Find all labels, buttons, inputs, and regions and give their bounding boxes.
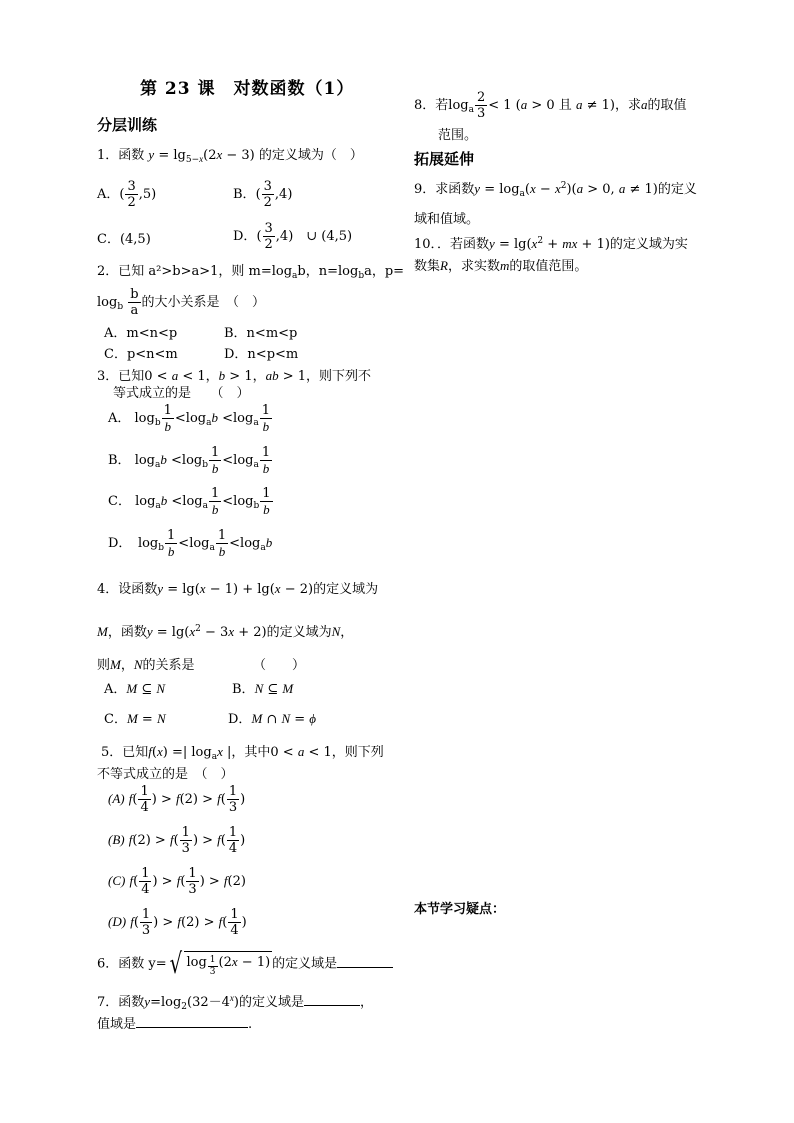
question-2-option-a: A．m<n<p — [104, 326, 178, 341]
question-5-option-b: (B) f(2) > f( $\frac{1}{3}$ ) > f( $\frac{1}{4}$ ) — [108, 825, 246, 856]
question-1-option-b: B．( $\frac{3}{2}$ ,4) — [233, 179, 293, 210]
section-heading-doubts: 本节学习疑点： — [414, 902, 506, 917]
question-10-stem-line-1: 10．．若函数$y = \lg(x^2$ + mx + 1)的定义域为实 — [414, 236, 688, 252]
question-5-option-c: (C) f( $\frac{1}{4}$ ) > f( $\frac{1}{3}$ ) > f(2) — [108, 866, 246, 897]
question-2-stem-line-1: 2．已知 a²>b>a>1，则 $m=\log_ab$，$n=\log_ba$，p= — [97, 264, 405, 281]
question-4-option-d: D．M ∩ N = ϕ — [228, 711, 317, 727]
question-3-option-d: D． $\log_b$ $\frac{1}{b}$ $<\log_a$ $\frac{1}{b}$ $<\log_ab$ — [108, 528, 273, 559]
question-10-stem-line-2: 数集R，求实数m的取值范围。 — [414, 258, 588, 274]
question-2-option-d: D．n<p<m — [224, 347, 299, 362]
question-4-stem-line-3: 则M，N的关系是 （ ） — [97, 657, 306, 673]
question-7-domain-blank[interactable] — [304, 993, 360, 1006]
page-title: 第 23 课 对数函数（1） — [140, 79, 355, 99]
question-5-stem-line-1: 5．已知f(x) =| $\log_ax$ |，其中0 < a < 1，则下列 — [101, 744, 384, 762]
section-heading-layered-training: 分层训练 — [97, 116, 158, 134]
question-9-stem-line-1: 9．求函数$y = \log_a(x - x^2)(a > 0$, a ≠ 1)的定义 — [414, 181, 697, 199]
question-6-answer-blank[interactable] — [337, 955, 393, 968]
question-2-option-b: B．n<m<p — [224, 326, 298, 341]
question-3-stem-line-2: 等式成立的是 （ ） — [113, 386, 250, 401]
question-3-option-a: A． $\log_b$ $\frac{1}{b}$ $<\log_ab <\log_a$ $\frac{1}{b}$ — [108, 403, 270, 434]
question-1-option-d: D．( $\frac{3}{2}$ ,4) ∪ (4,5) — [233, 221, 353, 252]
question-8-stem-line-2: 范围。 — [438, 128, 478, 143]
question-5-stem-line-2: 不等式成立的是 （ ） — [97, 767, 234, 782]
question-4-stem-line-1: 4．设函数y = lg(x − 1) + lg(x − 2)的定义域为 — [97, 581, 379, 597]
question-7-stem-line-1: 7．函数$y=\log_2(32-4^x)$的定义域是 ， — [97, 993, 373, 1012]
question-3-option-b: B． $\log_ab <\log_b$ $\frac{1}{b}$ $<\log_a$ $\frac{1}{b}$ — [108, 445, 271, 476]
question-4-stem-line-2: M，函数$y = \lg(x^2 - 3x + 2)$的定义域为N， — [97, 624, 354, 640]
question-1-option-a: A．( $\frac{3}{2}$ ,5) — [97, 179, 157, 210]
question-7-stem-line-2: 值域是 . — [97, 1017, 253, 1032]
question-9-stem-line-2: 域和值域。 — [414, 212, 480, 227]
question-4-option-a: A．M ⊆ N — [104, 681, 166, 697]
question-4-option-b: B．N ⊆ M — [232, 681, 294, 697]
question-8-stem-line-1: 8．若$\log_a$ $\frac{2}{3}$ < 1 (a > 0 且 a ≠ 1)，求a的取值 — [414, 90, 687, 121]
question-1-stem: 1．函数 $y = \lg_{5-x}(2x - 3)$ 的定义域为（ ） — [97, 147, 363, 165]
question-3-option-c: C． $\log_ab <\log_a$ $\frac{1}{b}$ $<\log_b$ $\frac{1}{b}$ — [108, 486, 271, 517]
question-5-option-a: (A) f( $\frac{1}{4}$ ) > f(2) > f( $\frac{1}{3}$ ) — [108, 784, 246, 815]
question-7-range-blank[interactable] — [136, 1015, 248, 1028]
question-4-option-c: C．M = N — [104, 711, 166, 727]
question-2-stem-line-2: $\log_b$ $\frac{b}{a}$ 的大小关系是 （ ） — [97, 287, 266, 318]
question-6-stem: 6．函数 y=√ log $_{\frac{1}{3}}$ (2x − 1) 的定义域是 — [97, 950, 393, 978]
question-1-option-c: C．(4,5) — [97, 232, 151, 247]
question-5-option-d: (D) f( $\frac{1}{3}$ ) > f(2) > f( $\frac{1}{4}$ ) — [108, 907, 247, 938]
question-2-option-c: C．p<n<m — [104, 347, 178, 362]
question-3-stem-line-1: 3．已知0 < a < 1，b > 1，ab > 1，则下列不 — [97, 368, 372, 384]
section-heading-extension: 拓展延伸 — [414, 150, 475, 168]
